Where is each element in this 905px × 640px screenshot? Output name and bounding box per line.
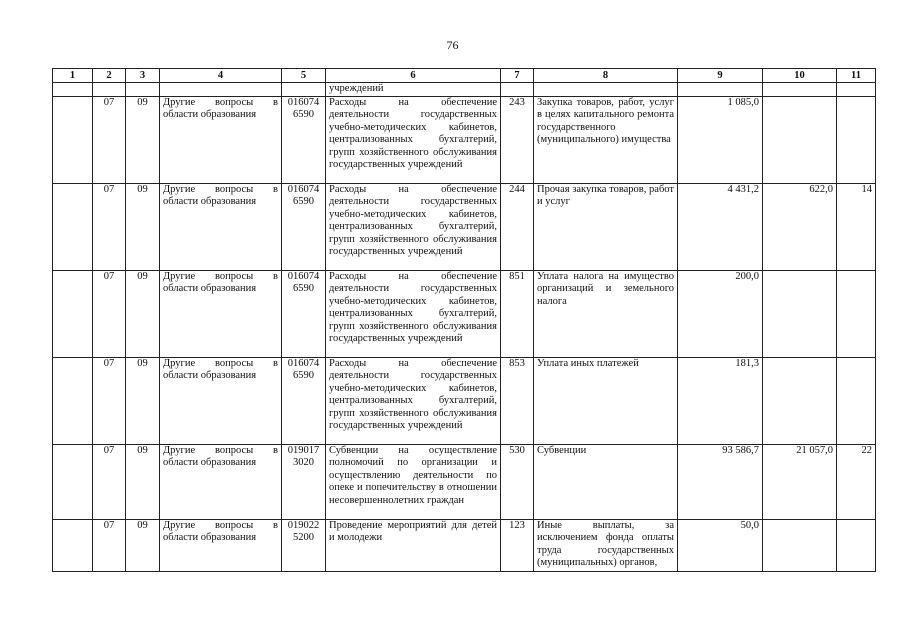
section-code: 07 — [93, 97, 126, 184]
budget-table — [52, 68, 876, 572]
section-name: Другие вопросы в области образования — [160, 358, 282, 445]
column-header: 9 — [678, 69, 763, 83]
amount-value: 50,0 — [678, 520, 763, 572]
column-header: 3 — [126, 69, 160, 83]
expense-type-code: 851 — [501, 271, 534, 358]
subsection-code: 09 — [126, 358, 160, 445]
section-name: Другие вопросы в области образования — [160, 97, 282, 184]
target-article-code: 016074 6590 — [282, 358, 326, 445]
expense-type-name: Иные выплаты, за исключением фонда оплаты труда государственных (муниципальных) органов, — [534, 520, 678, 572]
section-code: 07 — [93, 184, 126, 271]
target-article-name: Расходы на обеспечение деятельности государственных учебно-методических кабинетов, централизованных бухгалтерий, групп хозяйственного обслуживания государственных учреждений — [326, 271, 501, 358]
amount-value: 181,3 — [678, 358, 763, 445]
section-name: Другие вопросы в области образования — [160, 445, 282, 520]
amount-value — [837, 520, 876, 572]
target-article-code: 019017 3020 — [282, 445, 326, 520]
target-article-code: 016074 6590 — [282, 271, 326, 358]
expense-type-name: Закупка товаров, работ, услуг в целях капитального ремонта государственного (муниципального) имущества — [534, 97, 678, 184]
target-article-name: Проведение мероприятий для детей и молодежи — [326, 520, 501, 572]
table-row — [53, 358, 876, 445]
column-header: 5 — [282, 69, 326, 83]
column-header: 4 — [160, 69, 282, 83]
page-number: 76 — [446, 38, 459, 52]
header-row — [53, 69, 876, 83]
amount-value — [837, 271, 876, 358]
target-article-name: Расходы на обеспечение деятельности государственных учебно-методических кабинетов, централизованных бухгалтерий, групп хозяйственного обслуживания государственных учреждений — [326, 184, 501, 271]
table-row — [53, 445, 876, 520]
target-article-code: 016074 6590 — [282, 97, 326, 184]
amount-value: 22 — [837, 445, 876, 520]
expense-type-code: 243 — [501, 97, 534, 184]
column-header: 8 — [534, 69, 678, 83]
section-name: Другие вопросы в области образования — [160, 184, 282, 271]
amount-value: 4 431,2 — [678, 184, 763, 271]
target-article-code: 019022 5200 — [282, 520, 326, 572]
section-name: Другие вопросы в области образования — [160, 271, 282, 358]
section-code: 07 — [93, 520, 126, 572]
subsection-code: 09 — [126, 97, 160, 184]
column-header: 2 — [93, 69, 126, 83]
amount-value — [763, 97, 837, 184]
table-row — [53, 184, 876, 271]
amount-value — [837, 97, 876, 184]
expense-type-name: Уплата налога на имущество организаций и земельного налога — [534, 271, 678, 358]
amount-value — [763, 271, 837, 358]
expense-type-name: Прочая закупка товаров, работ и услуг — [534, 184, 678, 271]
section-code: 07 — [93, 445, 126, 520]
expense-type-code: 123 — [501, 520, 534, 572]
column-header: 11 — [837, 69, 876, 83]
subsection-code: 09 — [126, 184, 160, 271]
subsection-code: 09 — [126, 445, 160, 520]
expense-type-code: 853 — [501, 358, 534, 445]
expense-type-code: 244 — [501, 184, 534, 271]
target-article-name: Расходы на обеспечение деятельности государственных учебно-методических кабинетов, централизованных бухгалтерий, групп хозяйственного обслуживания государственных учреждений — [326, 97, 501, 184]
amount-value — [763, 520, 837, 572]
amount-value: 1 085,0 — [678, 97, 763, 184]
section-code: 07 — [93, 271, 126, 358]
continuation-row — [53, 83, 876, 97]
subsection-code: 09 — [126, 520, 160, 572]
subsection-code: 09 — [126, 271, 160, 358]
expense-type-name: Субвенции — [534, 445, 678, 520]
amount-value: 622,0 — [763, 184, 837, 271]
table-row — [53, 97, 876, 184]
amount-value: 200,0 — [678, 271, 763, 358]
column-header: 6 — [326, 69, 501, 83]
target-article-name: Субвенции на осуществление полномочий по организации и осуществлению деятельности по опеке и попечительству в отношении несовершеннолетних граждан — [326, 445, 501, 520]
amount-value — [837, 358, 876, 445]
amount-value: 14 — [837, 184, 876, 271]
amount-value: 93 586,7 — [678, 445, 763, 520]
column-header: 10 — [763, 69, 837, 83]
column-header: 1 — [53, 69, 93, 83]
target-article-code: 016074 6590 — [282, 184, 326, 271]
amount-value — [763, 358, 837, 445]
expense-type-name: Уплата иных платежей — [534, 358, 678, 445]
table-row — [53, 520, 876, 572]
continuation-text: учреждений — [326, 83, 501, 97]
table-row — [53, 271, 876, 358]
section-code: 07 — [93, 358, 126, 445]
section-name: Другие вопросы в области образования — [160, 520, 282, 572]
expense-type-code: 530 — [501, 445, 534, 520]
column-header: 7 — [501, 69, 534, 83]
target-article-name: Расходы на обеспечение деятельности государственных учебно-методических кабинетов, централизованных бухгалтерий, групп хозяйственного обслуживания государственных учреждений — [326, 358, 501, 445]
amount-value: 21 057,0 — [763, 445, 837, 520]
